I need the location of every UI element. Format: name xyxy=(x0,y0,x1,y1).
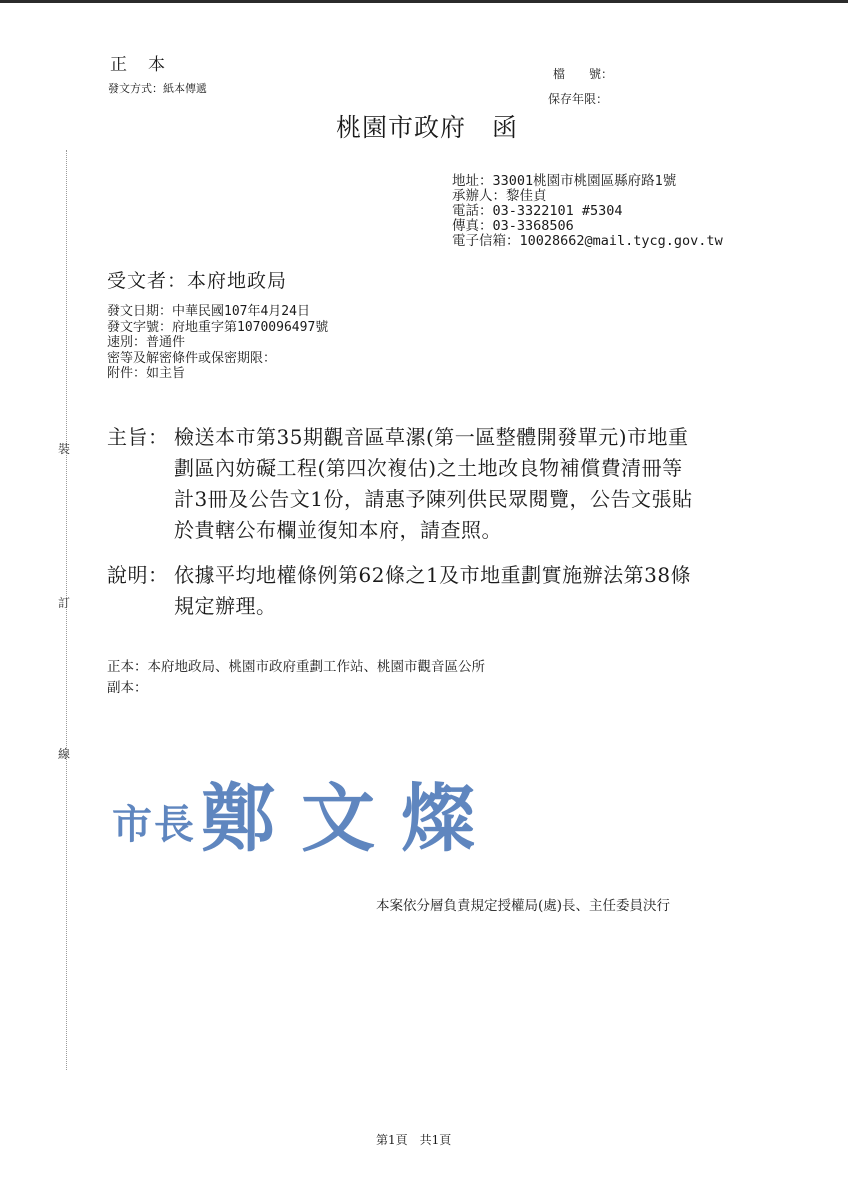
issue-date: 發文日期：中華民國107年4月24日 xyxy=(107,304,310,319)
subject-line: 劃區內妨礙工程(第四次複估)之土地改良物補償費清冊等 xyxy=(174,456,683,480)
binding-mark-line: 線 xyxy=(58,747,71,761)
explanation-label: 說明： xyxy=(107,563,169,587)
subject-text xyxy=(174,422,692,546)
contact-fax: 傳真：03-3368506 xyxy=(452,218,574,234)
subject-line: 計3冊及公告文1份，請惠予陳列供民眾閱覽，公告文張貼 xyxy=(174,487,693,511)
subject-line: 於貴轄公布欄並復知本府，請查照。 xyxy=(174,518,502,542)
secrecy-level: 密等及解密條件或保密期限： xyxy=(107,350,277,366)
copy-recipients: 副本： xyxy=(107,680,148,696)
subject-label: 主旨： xyxy=(107,425,169,449)
page-number: 第1頁 共1頁 xyxy=(376,1133,452,1147)
binding-mark-bind: 裝 xyxy=(58,442,71,456)
scan-top-edge xyxy=(0,0,848,3)
signature-title: 市長 xyxy=(112,801,196,848)
document-title: 桃園市政府 函 xyxy=(336,113,519,142)
document-number: 發文字號：府地重字第1070096497號 xyxy=(107,319,329,335)
binding-mark-staple: 訂 xyxy=(58,596,71,610)
authorization-note: 本案依分層負責規定授權局(處)長、主任委員決行 xyxy=(376,898,671,914)
mayor-signature-stamp xyxy=(112,760,501,866)
original-copy-label: 正 本 xyxy=(110,55,167,75)
meta-block xyxy=(107,304,328,382)
speed-class: 速別：普通件 xyxy=(107,335,186,350)
attachment: 附件：如主旨 xyxy=(107,366,186,381)
contact-handler: 承辦人：黎佳貞 xyxy=(452,188,547,204)
subject-line: 檢送本市第35期觀音區草漯(第一區整體開發單元)市地重 xyxy=(174,425,689,449)
main-recipients: 正本：本府地政局、桃園市政府重劃工作站、桃園市觀音區公所 xyxy=(107,659,485,675)
explanation-line: 依據平均地權條例第62條之1及市地重劃實施辦法第38條 xyxy=(174,563,692,587)
retention-label: 保存年限： xyxy=(548,92,609,106)
signature-name: 鄭文燦 xyxy=(201,776,502,862)
send-method: 發文方式：紙本傳遞 xyxy=(108,82,207,95)
explanation-line: 規定辦理。 xyxy=(174,594,277,618)
explanation-text xyxy=(174,560,691,622)
contact-phone: 電話：03-3322101 #5304 xyxy=(452,203,623,219)
recipient: 受文者：本府地政局 xyxy=(107,270,288,292)
contact-address: 地址：33001桃園市桃園區縣府路1號 xyxy=(452,173,677,189)
contact-email: 電子信箱：10028662@mail.tycg.gov.tw xyxy=(452,233,723,249)
contact-block xyxy=(452,174,723,249)
file-number-label: 檔 號： xyxy=(553,67,614,81)
